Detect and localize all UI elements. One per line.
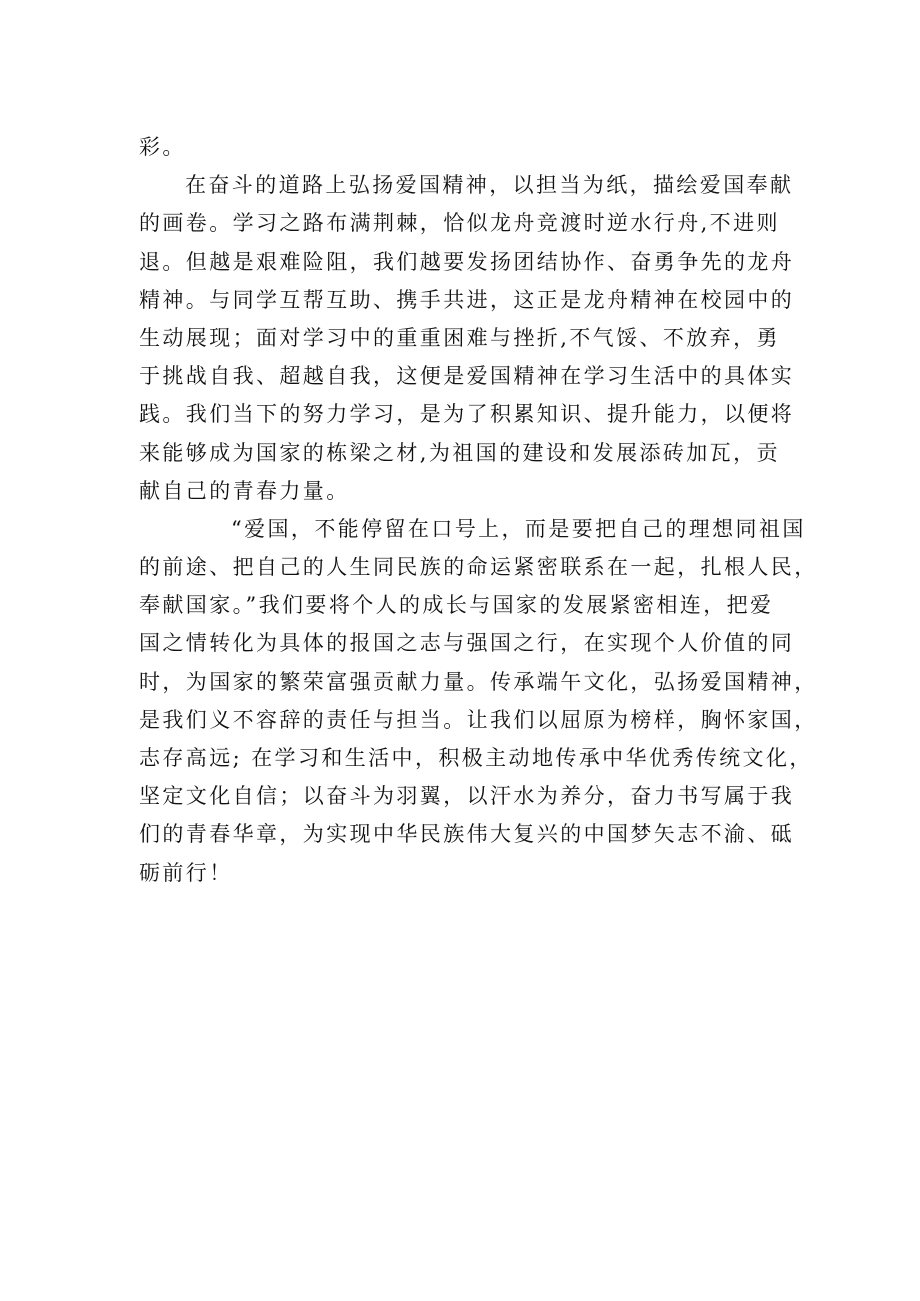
text-line: 国之情转化为具体的报国之志与强国之行，在实现个人价值的同 (139, 631, 795, 656)
text-line: 生动展现；面对学习中的重重困难与挫折,不气馁、不放弃，勇 (139, 325, 780, 350)
text-line: 奉献国家。”我们要将个人的成长与国家的发展紧密相连，把爱 (139, 593, 774, 618)
text-line: 的前途、把自己的人生同民族的命运紧密联系在一起，扎根人民， (139, 555, 818, 580)
text-line: 退。但越是艰难险阻，我们越要发扬团结协作、奋勇争先的龙舟 (139, 249, 795, 274)
text-line: 志存高远; 在学习和生活中，积极主动地传承中华优秀传统文化， (139, 746, 813, 770)
paragraph-start-line: “爱国，不能停留在口号上，而是要把自己的理想同祖国 (231, 516, 806, 541)
text-line: 来能够成为国家的栋梁之材,为祖国的建设和发展添砖加瓦，贡 (139, 440, 780, 465)
paragraph-start-line: 在奋斗的道路上弘扬爱国精神，以担当为纸，描绘爱国奉献 (185, 173, 794, 198)
text-line: 于挑战自我、超越自我，这便是爱国精神在学习生活中的具体实 (139, 364, 795, 389)
text-line: 是我们义不容辞的责任与担当。让我们以屈原为榜样，胸怀家国， (139, 707, 818, 732)
text-line: 精神。与同学互帮互助、携手共进，这正是龙舟精神在校园中的 (139, 287, 795, 312)
text-line: 们的青春华章，为实现中华民族伟大复兴的中国梦矢志不渝、砥 (139, 822, 795, 847)
text-line: 的画卷。学习之路布满荆棘，恰似龙舟竞渡时逆水行舟,不进则 (139, 211, 780, 236)
text-line: 时，为国家的繁荣富强贡献力量。传承端午文化，弘扬爱国精神， (139, 669, 818, 694)
text-line: 砺前行！ (139, 860, 233, 885)
text-line: 践。我们当下的努力学习，是为了积累知识、提升能力，以便将 (139, 402, 795, 427)
text-line: 彩。 (139, 135, 186, 159)
document-body (139, 128, 818, 892)
text-line: 坚定文化自信；以奋斗为羽翼，以汗水为养分，奋力书写属于我 (139, 784, 795, 809)
text-line: 献自己的青春力量。 (139, 478, 350, 503)
